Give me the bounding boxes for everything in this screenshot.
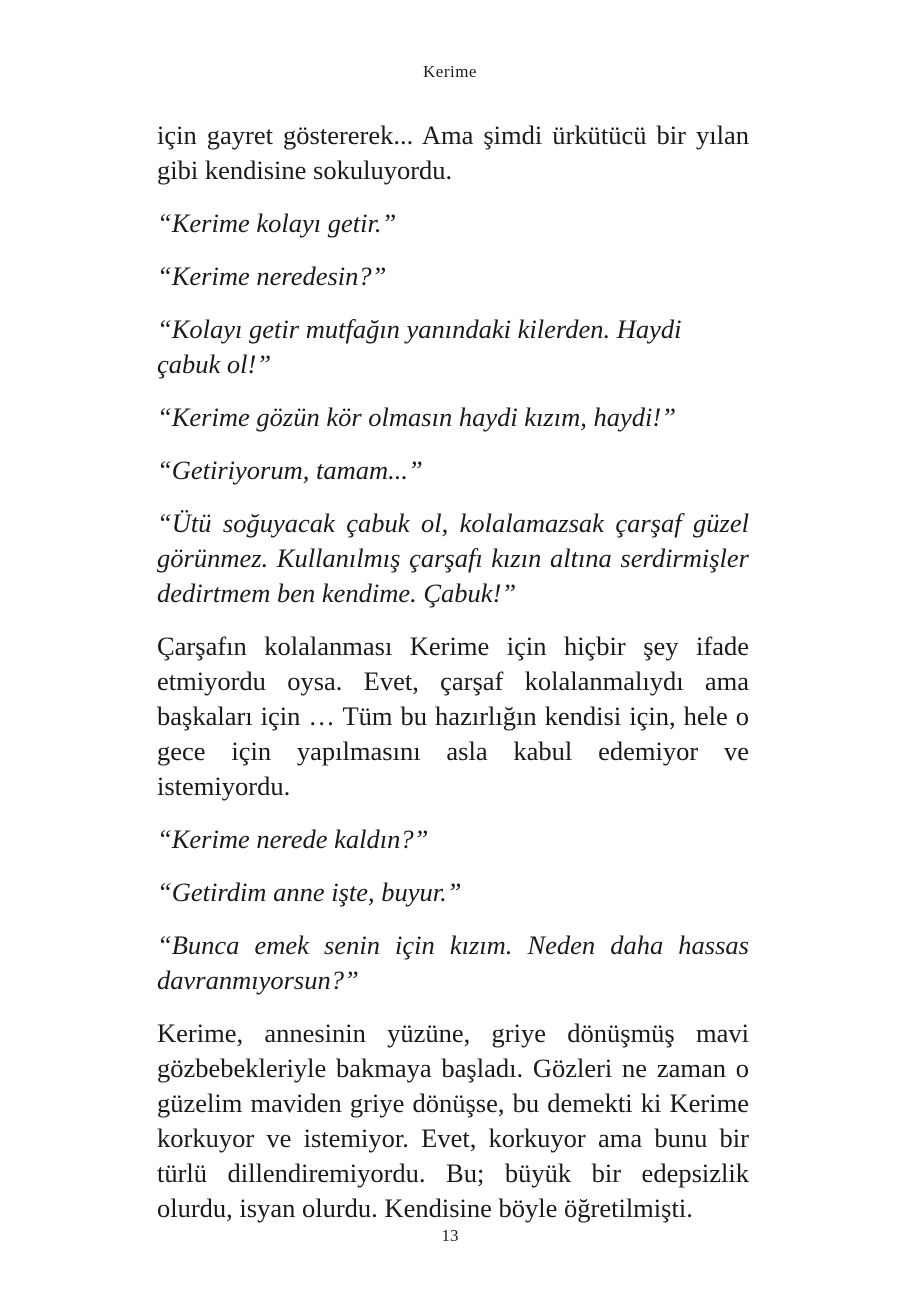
dialogue-line: “Kerime nerede kaldın?” (157, 824, 429, 854)
dialogue-line: “Kerime kolayı getir.” (157, 208, 397, 238)
dialogue-line: “Ütü soğuyacak çabuk ol, kolalamazsak çarşaf güzel görünmez. Kullanılmış çarşafı kızın altına serdirmişler dedirtmem ben kendime. Çabuk!” (157, 508, 749, 608)
dialogue-line: “Kerime neredesin?” (157, 261, 387, 291)
dialogue-line: “Getirdim anne işte, buyur.” (157, 877, 462, 907)
running-header: Kerime (423, 62, 477, 81)
dialogue-line: “Kolayı getir mutfağın yanındaki kilerden. Haydi çabuk ol!” (157, 314, 682, 379)
dialogue-line: “Getiriyorum, tamam...” (157, 455, 423, 485)
dialogue-line: “Kerime gözün kör olmasın haydi kızım, haydi!” (157, 402, 676, 432)
paragraph: Kerime, annesinin yüzüne, griye dönüşmüş mavi gözbebekleriyle bakmaya başladı. Gözleri ne zaman o güzelim maviden griye dönüşse, bu demekti ki Kerime korkuyor ve istemiyor. Evet, korkuyor ama bunu bir türlü dillendiremiyordu. Bu; büyük bir edepsizlik olurdu, isyan olurdu. Kendisine böyle öğretilmişti. (157, 1018, 749, 1223)
page-body (157, 118, 749, 1244)
paragraph: Çarşafın kolalanması Kerime için hiçbir şey ifade etmiyordu oysa. Evet, çarşaf kolalanmalıydı ama başkaları için … Tüm bu hazırlığın kendisi için, hele o gece için yapılmasını asla kabul edemiyor ve istemiyordu. (157, 631, 749, 801)
page-number: 13 (441, 1226, 459, 1245)
dialogue-line: “Bunca emek senin için kızım. Neden daha hassas davranmıyorsun?” (157, 930, 749, 995)
paragraph: için gayret göstererek... Ama şimdi ürkütücü bir yılan gibi kendisine sokuluyordu. (157, 120, 749, 185)
